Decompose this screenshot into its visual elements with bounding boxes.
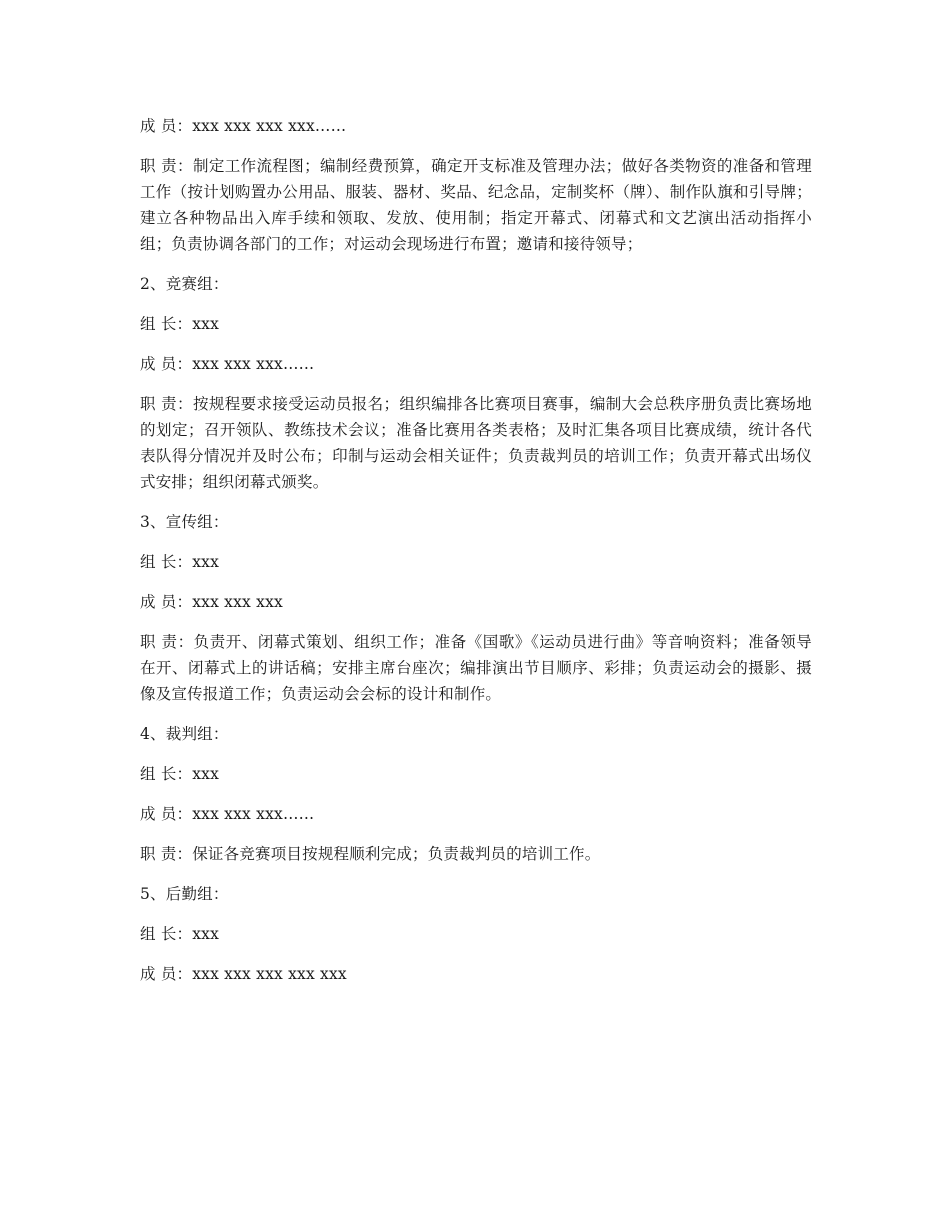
duties-paragraph: 职 责：按规程要求接受运动员报名；组织编排各比赛项目赛事，编制大会总秩序册负责比赛场地的划定；召开领队、教练技术会议；准备比赛用各类表格；及时汇集各项目比赛成绩，统计各代表队得分情况并及时公布；印制与运动会相关证件；负责裁判员的培训工作；负责开幕式出场仪式安排；组织闭幕式颁奖。 <box>140 395 812 491</box>
section-heading: 2、竞赛组： <box>140 275 229 293</box>
members-line: 成 员：xxx xxx xxx…… <box>140 805 315 823</box>
duties-paragraph: 职 责：制定工作流程图；编制经费预算，确定开支标准及管理办法；做好各类物资的准备和管理工作（按计划购置办公用品、服装、器材、奖品、纪念品，定制奖杯（牌）、制作队旗和引导牌；建立各种物品出入库手续和领取、发放、使用制；指定开幕式、闭幕式和文艺演出活动指挥小组；负责协调各部门的工作；对运动会现场进行布置；邀请和接待领导； <box>140 157 812 253</box>
leader-line: 组 长：xxx <box>140 553 220 571</box>
section-heading: 4、裁判组： <box>140 725 229 743</box>
members-line: 成 员：xxx xxx xxx xxx…… <box>140 117 347 135</box>
leader-line: 组 长：xxx <box>140 925 220 943</box>
members-line: 成 员：xxx xxx xxx xxx xxx <box>140 965 347 983</box>
duties-paragraph: 职 责：负责开、闭幕式策划、组织工作；准备《国歌》《运动员进行曲》等音响资料；准备领导在开、闭幕式上的讲话稿；安排主席台座次；编排演出节目顺序、彩排；负责运动会的摄影、摄像及宣传报道工作；负责运动会会标的设计和制作。 <box>140 633 812 703</box>
section-heading: 5、后勤组： <box>140 885 229 903</box>
leader-line: 组 长：xxx <box>140 315 220 333</box>
members-line: 成 员：xxx xxx xxx <box>140 593 283 611</box>
document-body <box>140 113 812 1001</box>
section-heading: 3、宣传组： <box>140 513 229 531</box>
duties-paragraph: 职 责：保证各竞赛项目按规程顺利完成；负责裁判员的培训工作。 <box>140 845 601 863</box>
members-line: 成 员：xxx xxx xxx…… <box>140 355 315 373</box>
leader-line: 组 长：xxx <box>140 765 220 783</box>
